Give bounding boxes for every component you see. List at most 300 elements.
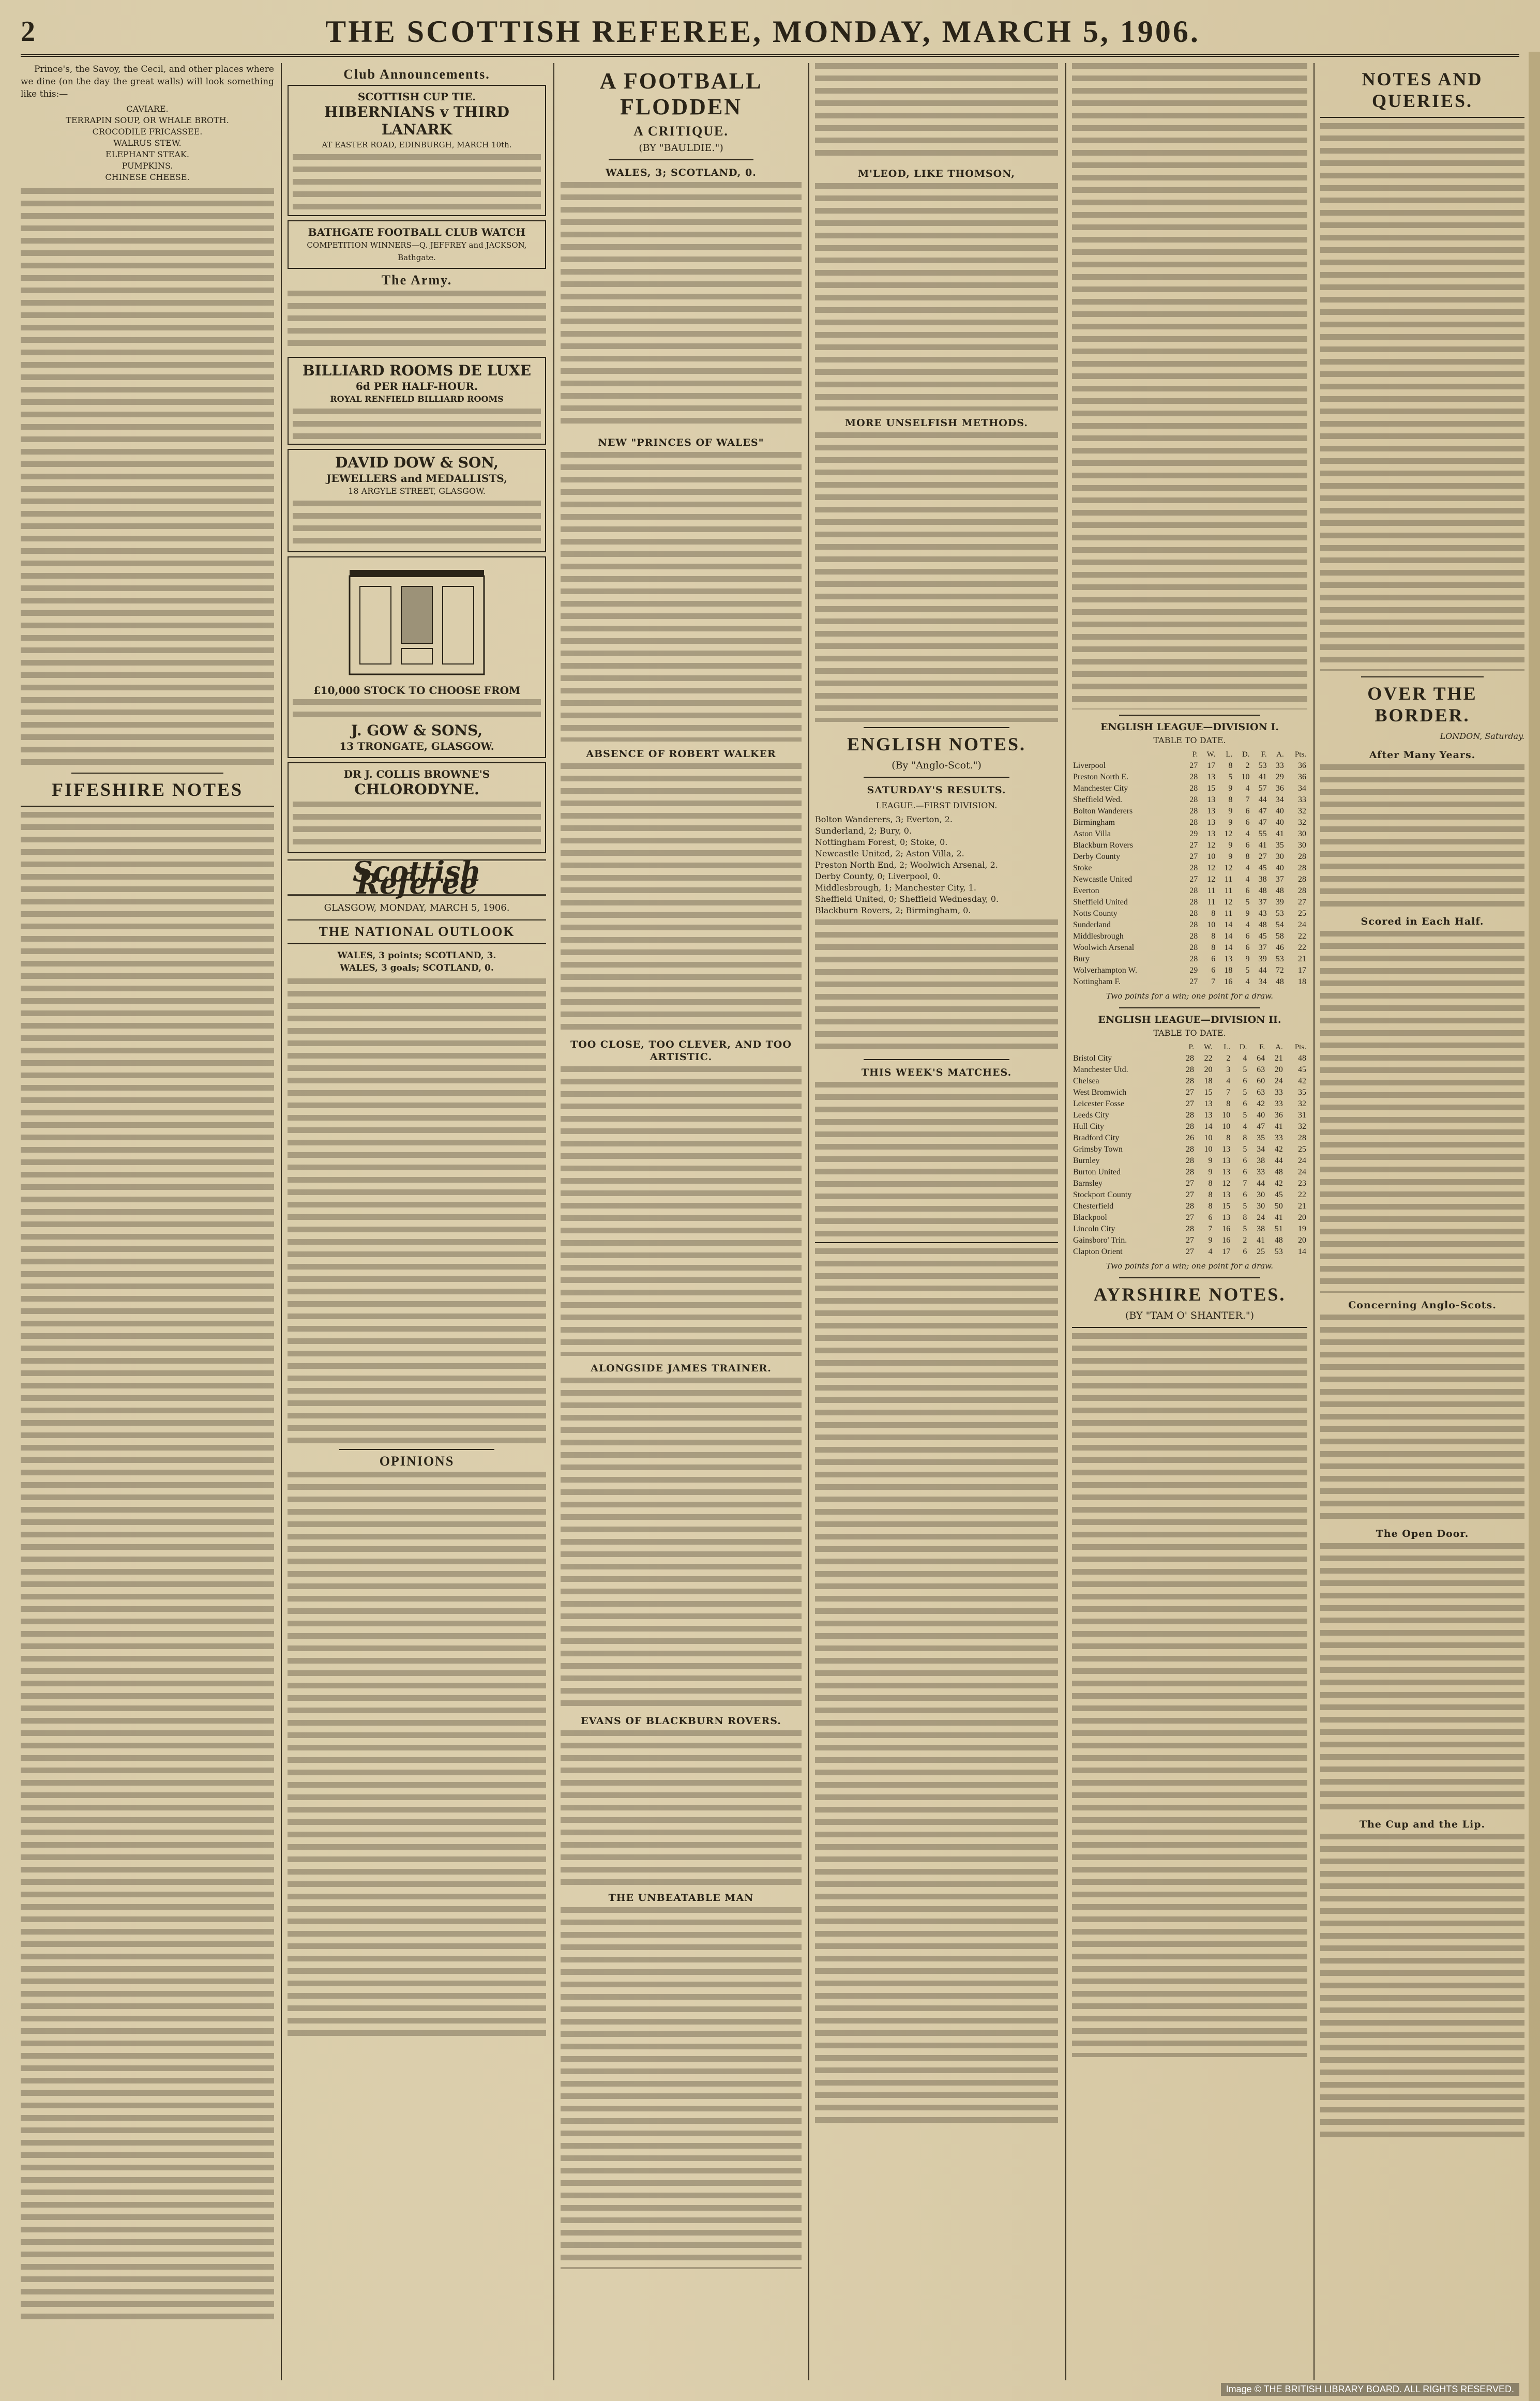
table-row [1072, 1224, 1307, 1235]
table-cell: 9 [1228, 852, 1233, 861]
table-cell: 24 [1274, 1077, 1283, 1085]
masthead [21, 9, 1519, 57]
table-row [1072, 1087, 1307, 1098]
subhead-after-many-years: After Many Years. [1369, 749, 1476, 761]
table-row [1072, 1053, 1307, 1064]
table-cell: 13 [1207, 829, 1216, 838]
table-cell: 8 [1226, 1134, 1231, 1142]
table-cell: Everton [1073, 886, 1099, 895]
fifeshire-notes-heading: FIFESHIRE NOTES [51, 779, 244, 800]
notes-and-queries-body [1320, 123, 1524, 671]
table-cell: 17 [1298, 966, 1306, 975]
national-outlook-heading: THE NATIONAL OUTLOOK [319, 924, 515, 939]
page-number: 2 [21, 16, 35, 48]
table-cell: Chelsea [1073, 1077, 1099, 1085]
table-header-cell: Pts. [1294, 1043, 1306, 1051]
table-cell: 48 [1275, 886, 1284, 895]
table-cell: 4 [1243, 1122, 1247, 1131]
table-cell: 16 [1222, 1236, 1231, 1245]
table-row [1072, 1246, 1307, 1258]
table-cell: 28 [1189, 943, 1198, 952]
table-cell: 28 [1189, 909, 1198, 918]
table-cell: 51 [1274, 1225, 1283, 1233]
table-cell: 3 [1226, 1065, 1231, 1074]
table-cell: 41 [1274, 1213, 1283, 1222]
table-row [1072, 1132, 1307, 1144]
result-line: Sunderland, 2; Bury, 0. [815, 826, 912, 836]
table-cell: 13 [1222, 1145, 1231, 1154]
table-cell: 6 [1211, 955, 1216, 963]
table-cell: 6 [1245, 886, 1250, 895]
subhead-mleod: M'LEOD, LIKE THOMSON, [858, 168, 1015, 179]
table-cell: 17 [1222, 1247, 1231, 1256]
column-rule [1313, 63, 1315, 2380]
table-cell: 15 [1207, 784, 1216, 793]
table-cell: 53 [1275, 955, 1284, 963]
table-cell: 8 [1245, 852, 1250, 861]
table-cell: 41 [1258, 773, 1267, 781]
table-cell: 44 [1258, 966, 1267, 975]
table-cell: 18 [1224, 966, 1233, 975]
binding-edge [1529, 52, 1540, 2401]
table-cell: 46 [1275, 943, 1284, 952]
table-cell: 27 [1189, 875, 1198, 884]
table-cell: 13 [1207, 773, 1216, 781]
table-cell: 28 [1189, 773, 1198, 781]
image-credit: Image © THE BRITISH LIBRARY BOARD. ALL RIGHTS RESERVED. [1221, 2383, 1519, 2396]
table-row [1072, 817, 1307, 828]
table-cell: 29 [1189, 829, 1198, 838]
table-header-cell [1072, 1041, 1177, 1053]
table-row [1072, 1098, 1307, 1110]
notes-and-queries-heading: NOTES AND QUERIES. [1362, 69, 1483, 111]
menu-item: CROCODILE FRICASSEE. [92, 127, 203, 137]
column-6 [1320, 63, 1524, 2380]
table-cell: 38 [1258, 875, 1267, 884]
table-cell: 28 [1189, 932, 1198, 941]
dateline: GLASGOW, MONDAY, MARCH 5, 1906. [324, 902, 510, 913]
table-row [1072, 1201, 1307, 1212]
table-cell: 28 [1185, 1077, 1194, 1085]
opinions-body [288, 1472, 546, 2041]
table-row [1072, 1155, 1307, 1167]
table-cell: 27 [1185, 1099, 1194, 1108]
table-cell: 28 [1185, 1202, 1194, 1211]
table-cell: 37 [1258, 943, 1267, 952]
table-header-cell: F. [1259, 1043, 1265, 1051]
table-cell: 9 [1208, 1156, 1213, 1165]
ayrshire-byline: (BY "TAM O' SHANTER.") [1125, 1310, 1255, 1321]
table-cell: 64 [1257, 1054, 1265, 1063]
score-summary: WALES, 3 points; SCOTLAND, 3. WALES, 3 goals; SCOTLAND, 0. [337, 950, 496, 973]
table-cell: 39 [1258, 955, 1267, 963]
table-row [1072, 1235, 1307, 1246]
result-line: Derby County, 0; Liverpool, 0. [815, 871, 941, 881]
table-cell: 4 [1245, 864, 1250, 872]
table-cell: 7 [1208, 1225, 1213, 1233]
table-cell: 28 [1185, 1225, 1194, 1233]
table-cell: 28 [1185, 1145, 1194, 1154]
table-row [1072, 794, 1307, 806]
opinions-heading: OPINIONS [379, 1454, 455, 1469]
table-cell: 4 [1226, 1077, 1231, 1085]
table-cell: 6 [1243, 1099, 1247, 1108]
subhead-unselfish-methods: MORE UNSELFISH METHODS. [845, 417, 1028, 429]
this-weeks-matches-heading: THIS WEEK'S MATCHES. [861, 1067, 1012, 1078]
table-cell: 4 [1245, 977, 1250, 986]
table-cell: Preston North E. [1073, 773, 1129, 781]
table-cell: 28 [1189, 807, 1198, 816]
table-cell: 36 [1274, 1111, 1283, 1120]
table-cell: 48 [1258, 886, 1267, 895]
table-cell: 28 [1298, 875, 1306, 884]
table-cell: 8 [1243, 1134, 1247, 1142]
table-cell: 33 [1298, 795, 1306, 804]
table-cell: 28 [1189, 864, 1198, 872]
table-row [1072, 1110, 1307, 1121]
table-cell: 20 [1274, 1065, 1283, 1074]
table-cell: Burnley [1073, 1156, 1100, 1165]
article-body [561, 182, 802, 430]
table-cell: 13 [1204, 1099, 1213, 1108]
table-cell: 27 [1189, 977, 1198, 986]
table-cell: 28 [1185, 1065, 1194, 1074]
table-cell: 32 [1298, 1122, 1306, 1131]
table-cell: 12 [1224, 864, 1233, 872]
table-cell: 5 [1243, 1111, 1247, 1120]
outlook-body [288, 978, 546, 1444]
table-cell: Clapton Orient [1073, 1247, 1123, 1256]
army-heading: The Army. [381, 273, 452, 288]
table-cell: 45 [1274, 1190, 1283, 1199]
cup-tie-advert: SCOTTISH CUP TIE. HIBERNIANS v THIRD LANARK AT EASTER ROAD, EDINBURGH, MARCH 10th. [288, 85, 546, 216]
table-cell: 22 [1204, 1054, 1213, 1063]
table-header-cell [1072, 749, 1182, 760]
table-cell: 63 [1257, 1088, 1265, 1097]
match-result: WALES, 3; SCOTLAND, 0. [606, 167, 757, 178]
english-notes-byline: (By "Anglo-Scot.") [892, 760, 982, 771]
table-row [1072, 1178, 1307, 1189]
table-cell: 28 [1298, 886, 1306, 895]
table-row [1072, 1144, 1307, 1155]
table-cell: 12 [1207, 864, 1216, 872]
subhead-princes-of-wales: NEW "PRINCES OF WALES" [598, 437, 764, 448]
results-subheading: LEAGUE.—FIRST DIVISION. [875, 801, 998, 810]
table-cell: 28 [1189, 818, 1198, 827]
table-cell: 8 [1243, 1213, 1247, 1222]
result-line: Blackburn Rovers, 2; Birmingham, 0. [815, 905, 971, 915]
table-cell: Bolton Wanderers [1073, 807, 1133, 816]
table-cell: 24 [1257, 1213, 1265, 1222]
table-cell: 36 [1298, 773, 1306, 781]
table-cell: 7 [1226, 1088, 1231, 1097]
table-cell: 30 [1298, 841, 1306, 850]
table-cell: Sheffield United [1073, 898, 1128, 907]
table-cell: 6 [1243, 1156, 1247, 1165]
table-cell: 27 [1258, 852, 1267, 861]
table-cell: 14 [1298, 1247, 1306, 1256]
table-cell: 47 [1258, 807, 1267, 816]
table-cell: 5 [1243, 1202, 1247, 1211]
table-cell: Sheffield Wed. [1073, 795, 1122, 804]
table-cell: Newcastle United [1073, 875, 1133, 884]
table-row [1072, 976, 1307, 988]
table-cell: 28 [1185, 1111, 1194, 1120]
table-header-cell: L. [1224, 1043, 1231, 1051]
table-row [1072, 760, 1307, 772]
ayrshire-notes-body [1072, 1333, 1307, 2057]
table-cell: 22 [1298, 932, 1306, 941]
table-header-cell: D. [1239, 1043, 1247, 1051]
table-header-cell: P. [1188, 1043, 1194, 1051]
table-header-cell: A. [1276, 750, 1284, 759]
table-cell: 31 [1298, 1111, 1306, 1120]
table-row [1072, 840, 1307, 851]
table-cell: 27 [1189, 761, 1198, 770]
table-row [1072, 942, 1307, 954]
table-cell: Birmingham [1073, 818, 1115, 827]
table-cell: 45 [1258, 932, 1267, 941]
table-cell: 28 [1185, 1122, 1194, 1131]
table-cell: 29 [1275, 773, 1284, 781]
table-cell: Grimsby Town [1073, 1145, 1123, 1154]
table-cell: 27 [1185, 1247, 1194, 1256]
table-header-cell: L. [1226, 750, 1233, 759]
table-cell: 9 [1208, 1168, 1213, 1176]
table-cell: 27 [1189, 852, 1198, 861]
table-row [1072, 1121, 1307, 1132]
table-cell: 25 [1298, 1145, 1306, 1154]
table-cell: 48 [1258, 920, 1267, 929]
table-cell: 18 [1204, 1077, 1213, 1085]
table-cell: 27 [1185, 1213, 1194, 1222]
english-notes-body [815, 1248, 1058, 2127]
table-cell: Woolwich Arsenal [1073, 943, 1135, 952]
table-cell: 6 [1245, 841, 1250, 850]
table-header-cell: W. [1206, 750, 1216, 759]
table-cell: 9 [1228, 841, 1233, 850]
table-cell: 22 [1298, 943, 1306, 952]
table-header-cell: P. [1192, 750, 1198, 759]
table-cell: 28 [1189, 795, 1198, 804]
table-cell: Manchester City [1073, 784, 1128, 793]
table-cell: 36 [1275, 784, 1284, 793]
table-cell: 25 [1257, 1247, 1265, 1256]
table-cell: 11 [1224, 886, 1233, 895]
table-cell: 27 [1185, 1088, 1194, 1097]
table-cell: 34 [1257, 1145, 1265, 1154]
table-cell: 14 [1224, 932, 1233, 941]
table-cell: 37 [1275, 875, 1284, 884]
table-cell: 41 [1258, 841, 1267, 850]
table-cell: 10 [1204, 1134, 1213, 1142]
table-cell: 16 [1222, 1225, 1231, 1233]
jeweller-advert: DAVID DOW & SON, JEWELLERS and MEDALLISTS, 18 ARGYLE STREET, GLASGOW. [288, 449, 546, 552]
table-cell: 6 [1243, 1168, 1247, 1176]
results-list [815, 814, 1058, 916]
table-cell: 8 [1228, 795, 1233, 804]
table-cell: 48 [1298, 1054, 1306, 1063]
table-cell: 11 [1207, 898, 1216, 907]
table-cell: 28 [1189, 886, 1198, 895]
table-cell: Liverpool [1073, 761, 1106, 770]
table-row [1072, 954, 1307, 965]
table-header-cell: A. [1275, 1043, 1283, 1051]
table-cell: 21 [1274, 1054, 1283, 1063]
table-cell: 15 [1222, 1202, 1231, 1211]
table-cell: 13 [1222, 1156, 1231, 1165]
english-notes-heading: ENGLISH NOTES. [847, 734, 1026, 754]
table-cell: 11 [1224, 909, 1233, 918]
table-row [1072, 931, 1307, 942]
table-row [1072, 1167, 1307, 1178]
table-cell: 42 [1298, 1077, 1306, 1085]
table-cell: 10 [1222, 1111, 1231, 1120]
table-cell: 5 [1243, 1065, 1247, 1074]
table-cell: 42 [1274, 1145, 1283, 1154]
result-line: Middlesbrough, 1; Manchester City, 1. [815, 883, 976, 893]
table-cell: 20 [1204, 1065, 1213, 1074]
table-cell: 8 [1228, 761, 1233, 770]
table-cell: 9 [1245, 909, 1250, 918]
table-cell: 41 [1257, 1236, 1265, 1245]
table-cell: 25 [1298, 909, 1306, 918]
table-header-cell: Pts. [1294, 750, 1306, 759]
table-cell: 6 [1245, 943, 1250, 952]
table-cell: 12 [1207, 841, 1216, 850]
byline: (BY "BAULDIE.") [639, 142, 723, 154]
table-cell: 16 [1224, 977, 1233, 986]
over-the-border-heading: OVER THE BORDER. [1367, 683, 1477, 726]
table-cell: 5 [1243, 1225, 1247, 1233]
table-cell: 4 [1208, 1247, 1213, 1256]
table-cell: 41 [1274, 1122, 1283, 1131]
table-cell: 42 [1257, 1099, 1265, 1108]
table-cell: 18 [1298, 977, 1306, 986]
table-cell: 14 [1224, 920, 1233, 929]
table-cell: 44 [1258, 795, 1267, 804]
table-cell: West Bromwich [1073, 1088, 1127, 1097]
table-cell: 39 [1275, 898, 1284, 907]
table-cell: 34 [1258, 977, 1267, 986]
result-line: Preston North End, 2; Woolwich Arsenal, 2. [815, 860, 998, 870]
table-cell: 6 [1243, 1077, 1247, 1085]
over-the-border-dateline: LONDON, Saturday. [1440, 731, 1524, 741]
table-cell: 6 [1245, 818, 1250, 827]
table-cell: 38 [1257, 1156, 1265, 1165]
table-cell: 8 [1208, 1190, 1213, 1199]
table-cell: 40 [1275, 818, 1284, 827]
table-cell: 44 [1274, 1156, 1283, 1165]
table-cell: 10 [1241, 773, 1250, 781]
table-cell: 4 [1245, 875, 1250, 884]
column-4 [815, 63, 1058, 2380]
table-cell: 5 [1245, 966, 1250, 975]
table-cell: 4 [1245, 829, 1250, 838]
table-cell: 28 [1185, 1168, 1194, 1176]
table-cell: 6 [1243, 1247, 1247, 1256]
table-cell: 32 [1298, 807, 1306, 816]
menu-item: CHINESE CHEESE. [105, 172, 190, 182]
menu-item: PUMPKINS. [122, 161, 173, 171]
table-cell: 53 [1274, 1247, 1283, 1256]
table-cell: 53 [1275, 909, 1284, 918]
table-cell: 48 [1275, 977, 1284, 986]
table-cell: 13 [1207, 807, 1216, 816]
table-header-cell: F. [1261, 750, 1267, 759]
table-cell: 10 [1204, 1145, 1213, 1154]
table-cell: Aston Villa [1073, 829, 1111, 838]
table-cell: Chesterfield [1073, 1202, 1114, 1211]
table-cell: 2 [1245, 761, 1250, 770]
menu-item: ELEPHANT STEAK. [105, 149, 189, 159]
table-cell: 48 [1274, 1236, 1283, 1245]
subhead-open-door: The Open Door. [1376, 1528, 1469, 1539]
table-header-row [1072, 1041, 1307, 1053]
table-cell: 30 [1275, 852, 1284, 861]
table-cell: 38 [1257, 1225, 1265, 1233]
table-cell: 6 [1208, 1213, 1213, 1222]
table-cell: Derby County [1073, 852, 1121, 861]
table-cell: 32 [1298, 1099, 1306, 1108]
table-cell: 6 [1211, 966, 1216, 975]
column-1 [21, 63, 274, 2380]
table-cell: 27 [1185, 1179, 1194, 1188]
table-cell: 33 [1274, 1099, 1283, 1108]
table-header-row [1072, 749, 1307, 760]
table-cell: Sunderland [1073, 920, 1111, 929]
table-cell: 28 [1189, 784, 1198, 793]
table-cell: 13 [1204, 1111, 1213, 1120]
table-cell: 13 [1222, 1168, 1231, 1176]
table-cell: Barnsley [1073, 1179, 1103, 1188]
table-cell: 35 [1257, 1134, 1265, 1142]
table-cell: 24 [1298, 1168, 1306, 1176]
table-cell: 4 [1245, 920, 1250, 929]
table-cell: 60 [1257, 1077, 1265, 1085]
table-cell: 12 [1224, 898, 1233, 907]
table-cell: 10 [1222, 1122, 1231, 1131]
table-cell: 27 [1298, 898, 1306, 907]
table-cell: 50 [1274, 1202, 1283, 1211]
table-cell: 8 [1226, 1099, 1231, 1108]
table-cell: 8 [1208, 1179, 1213, 1188]
table-cell: Bradford City [1073, 1134, 1120, 1142]
table-cell: Stockport County [1073, 1190, 1132, 1199]
table-cell: Bristol City [1073, 1054, 1112, 1063]
subhead-james-trainer: ALONGSIDE JAMES TRAINER. [591, 1363, 772, 1374]
table-cell: 53 [1258, 761, 1267, 770]
table-cell: 4 [1243, 1054, 1247, 1063]
table-cell: Middlesbrough [1073, 932, 1124, 941]
table-cell: 13 [1207, 795, 1216, 804]
subhead-cup-and-lip: The Cup and the Lip. [1359, 1819, 1486, 1830]
table-cell: Manchester Utd. [1073, 1065, 1128, 1074]
subheadline-critique: A CRITIQUE. [633, 124, 729, 139]
table-header-cell: D. [1242, 750, 1250, 759]
table-cell: 54 [1275, 920, 1284, 929]
column-3 [561, 63, 802, 2380]
table-cell: 21 [1298, 955, 1306, 963]
table-row [1072, 783, 1307, 794]
table-cell: 55 [1258, 829, 1267, 838]
table-cell: 10 [1207, 852, 1216, 861]
table-cell: Leicester Fosse [1073, 1099, 1125, 1108]
division-2-table [1072, 1041, 1307, 1258]
newspaper-title: THE SCOTTISH REFEREE, MONDAY, MARCH 5, 1906. [325, 14, 1200, 49]
table-cell: 22 [1298, 1190, 1306, 1199]
table-cell: 35 [1275, 841, 1284, 850]
